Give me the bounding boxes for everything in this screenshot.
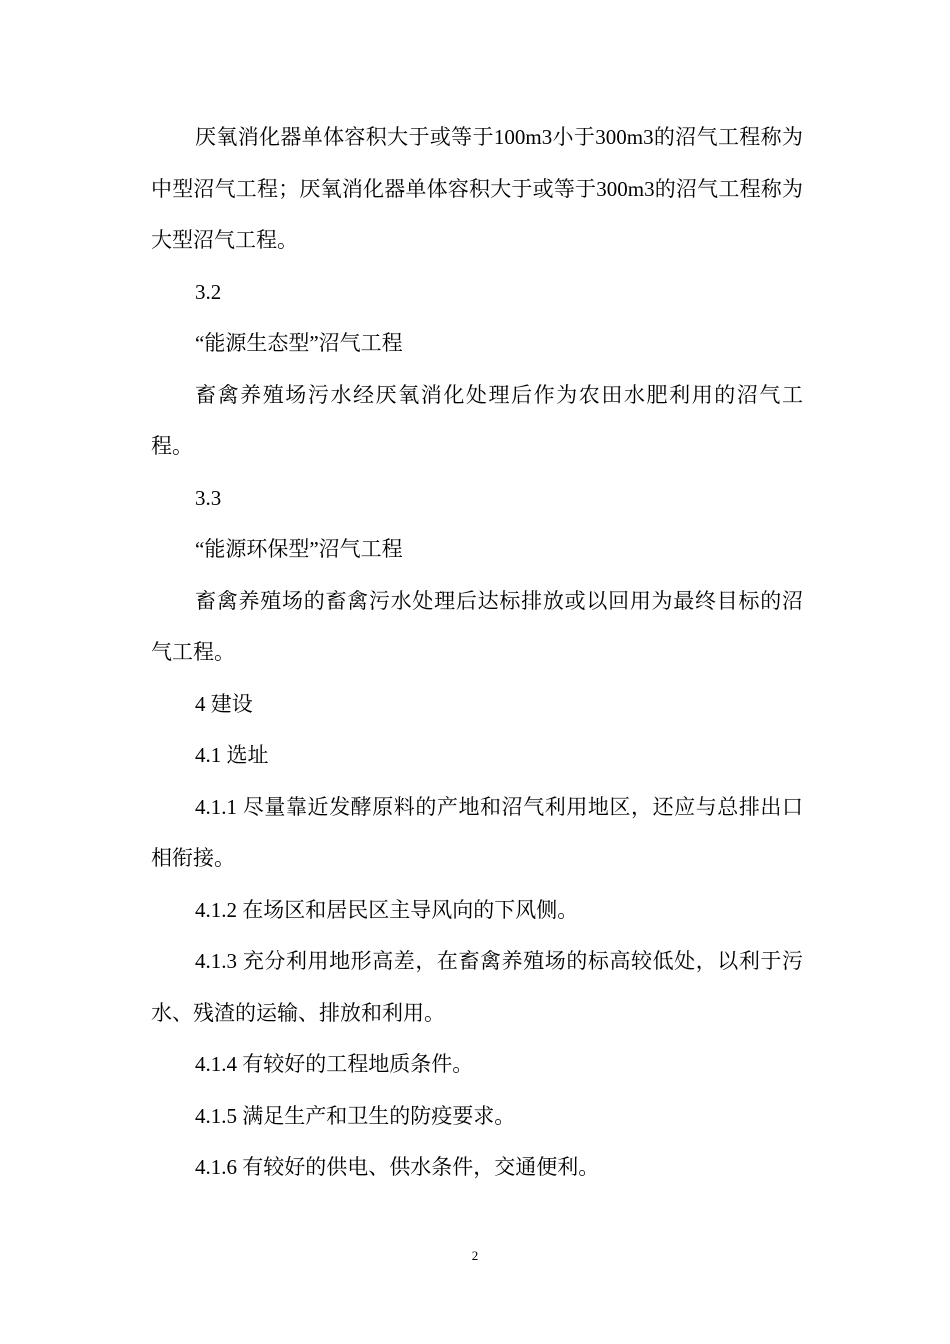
paragraph-energy-ecology: 畜禽养殖场污水经厌氧消化处理后作为农田水肥利用的沼气工程。 — [151, 382, 803, 458]
page-number: 2 — [471, 1248, 479, 1263]
item-4-1-3: 4.1.3 充分利用地形高差，在畜禽养殖场的标高较低处，以利于污水、残渣的运输、排放和利用。 — [151, 949, 803, 1025]
document-body — [151, 112, 803, 1194]
item-4-1-1: 4.1.1 尽量靠近发酵原料的产地和沼气利用地区，还应与总排出口相衔接。 — [151, 794, 803, 870]
heading-construction: 4 建设 — [195, 691, 253, 716]
paragraph-scale-definition: 厌氧消化器单体容积大于或等于100m3小于300m3的沼气工程称为中型沼气工程；厌氧消化器单体容积大于或等于300m3的沼气工程称为大型沼气工程。 — [151, 125, 803, 252]
section-title-energy-ecology: “能源生态型”沼气工程 — [195, 331, 403, 355]
section-number-3-3: 3.3 — [195, 485, 222, 510]
item-4-1-6: 4.1.6 有较好的供电、供水条件，交通便利。 — [195, 1155, 600, 1179]
section-number-3-2: 3.2 — [195, 279, 222, 304]
section-title-energy-environment: “能源环保型”沼气工程 — [195, 537, 403, 561]
item-4-1-5: 4.1.5 满足生产和卫生的防疫要求。 — [195, 1103, 516, 1128]
item-4-1-4: 4.1.4 有较好的工程地质条件。 — [195, 1052, 474, 1076]
paragraph-energy-environment: 畜禽养殖场的畜禽污水处理后达标排放或以回用为最终目标的沼气工程。 — [151, 588, 803, 664]
heading-site-selection: 4.1 选址 — [195, 743, 269, 767]
item-4-1-2: 4.1.2 在场区和居民区主导风向的下风侧。 — [195, 897, 579, 922]
